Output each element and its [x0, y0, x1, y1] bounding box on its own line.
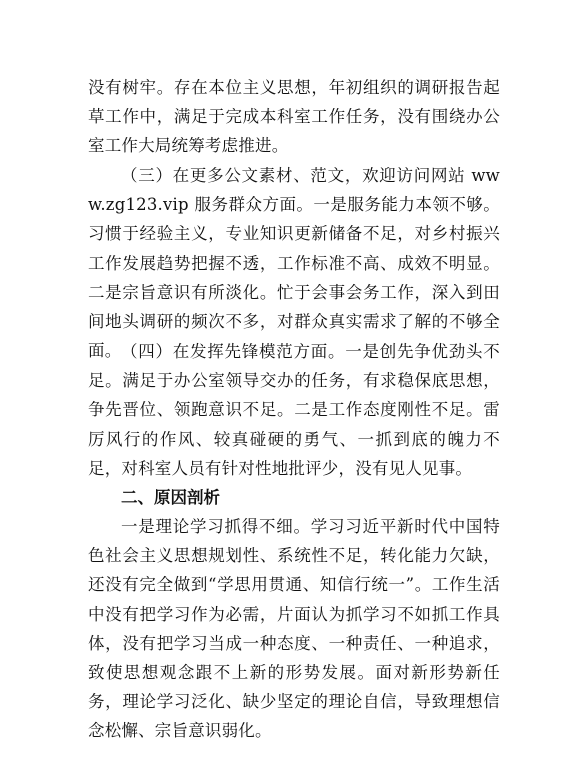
paragraph-2: （三）在更多公文素材、范文，欢迎访问网站 www.zg123.vip 服务群众方面。一是服务能力本领不够。习惯于经验主义，专业知识更新储备不足，对乡村振兴工作发展趋势把握不透，工作标准不高、成效不明显。二是宗旨意识有所淡化。忙于会事会务工作，深入到田间地头调研的频次不多，对群众真实需求了解的不够全面。	[88, 166, 500, 361]
paragraph-1: 没有树牢。存在本位主义思想，年初组织的调研报告起草工作中，满足于完成本科室工作任务，没有围绕办公室工作大局统筹考虑推进。	[88, 78, 500, 156]
paragraph-3: （四）在发挥先锋模范方面。一是创先争优劲头不足。满足于办公室领导交办的任务，有求稳保底思想，争先晋位、领跑意识不足。二是工作态度刚性不足。雷厉风行的作风、较真碰硬的勇气、一抓到底的魄力不足，对科室人员有针对性地批评少，没有见人见事。	[88, 342, 500, 478]
paragraph-4: 一是理论学习抓得不细。学习习近平新时代中国特色社会主义思想规划性、系统性不足，转化能力欠缺，还没有完全做到“学思用贯通、知信行统一”。工作生活中没有把学习作为必需，片面认为抓学习不如抓工作具体，没有把学习当成一种态度、一种责任、一种追求，致使思想观念跟不上新的形势发展。面对新形势新任务，理论学习泛化、缺少坚定的理论自信，导致理想信念松懈、宗旨意识弱化。	[88, 517, 500, 741]
section-heading: 二、原因剖析	[121, 488, 220, 507]
